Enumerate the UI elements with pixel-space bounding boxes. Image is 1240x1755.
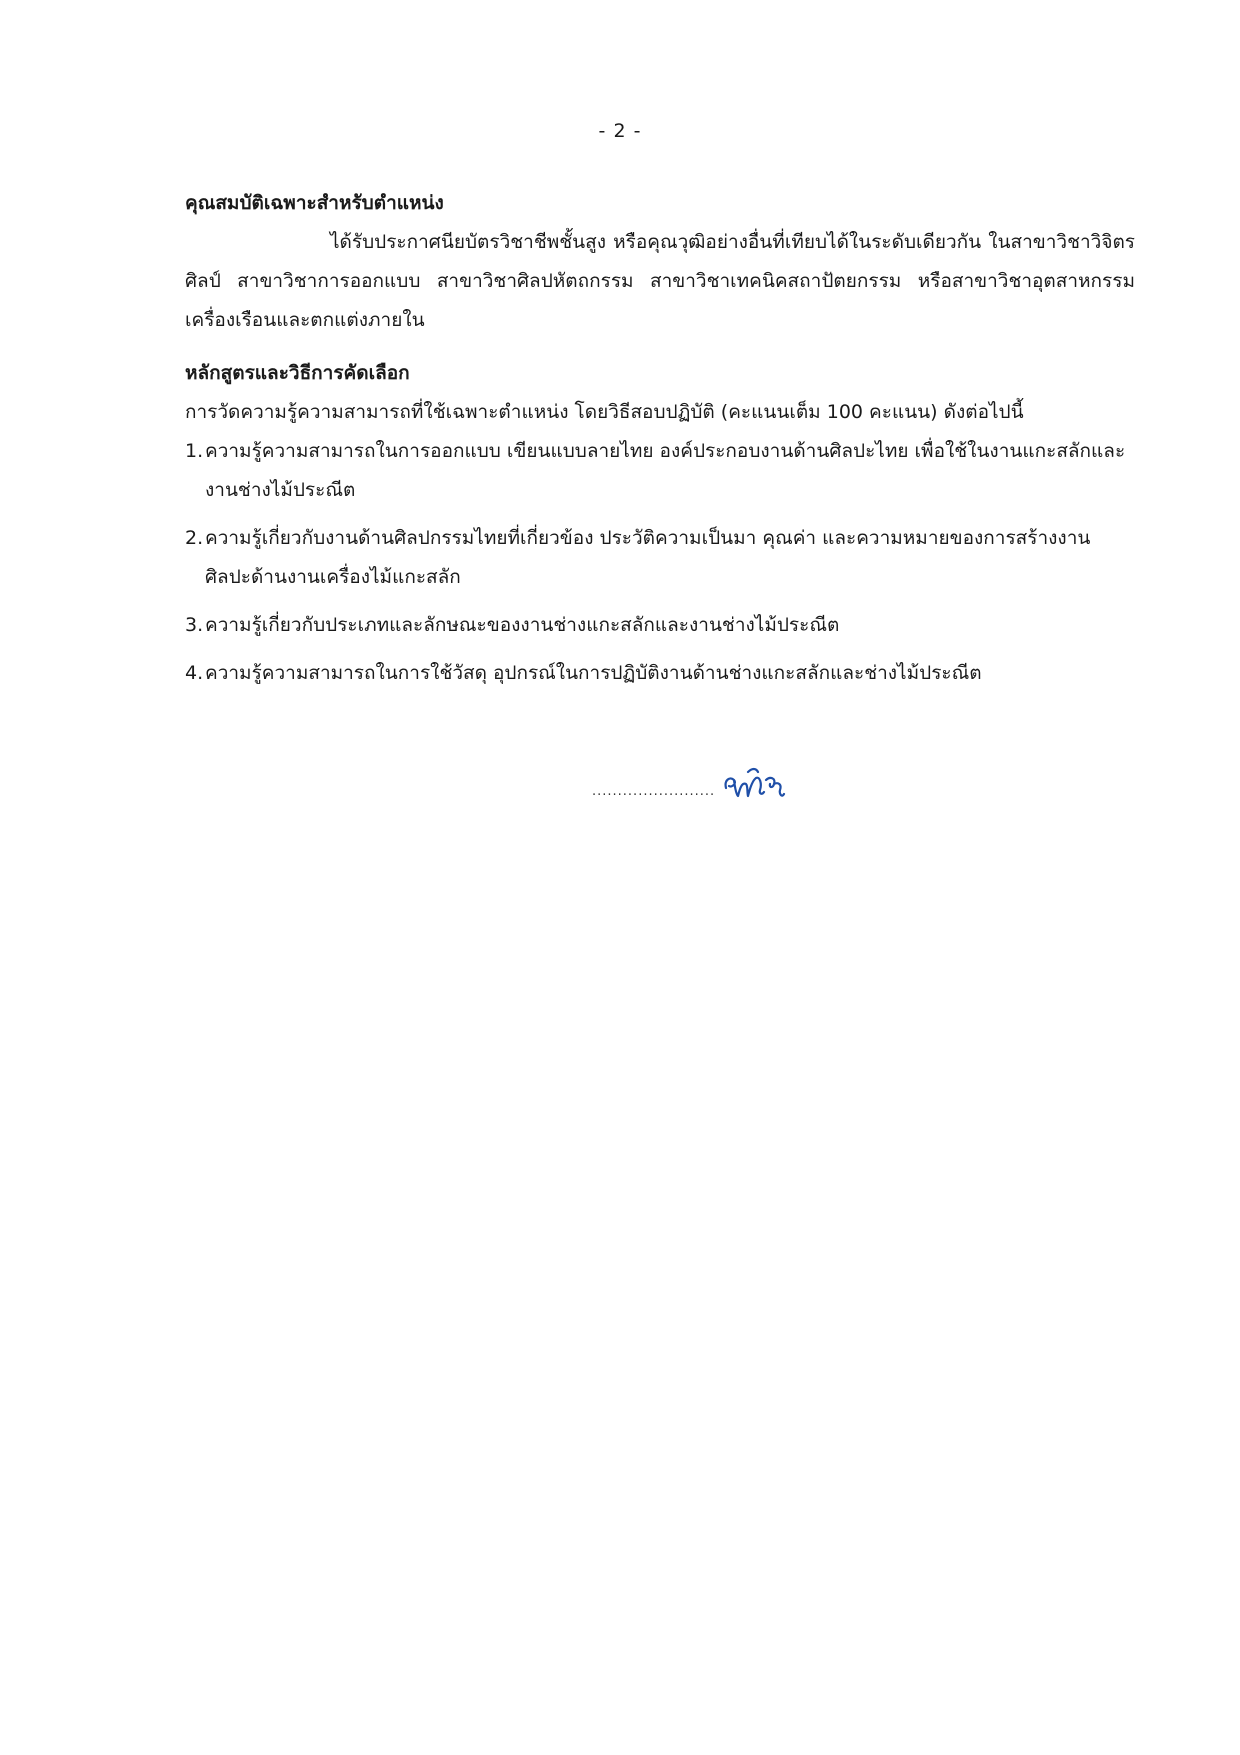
criteria-number: 3. (185, 614, 204, 636)
selection-intro: การวัดความรู้ความสามารถที่ใช้เฉพาะตำแหน่ง โดยวิธีสอบปฏิบัติ (คะแนนเต็ม 100 คะแนน) ดังต่อไปนี้ (185, 401, 1024, 423)
section-spacer (185, 340, 1135, 354)
criteria-text: ความรู้ความสามารถในการใช้วัสดุ อุปกรณ์ในการปฏิบัติงานด้านช่างแกะสลักและช่างไม้ประณีต (205, 662, 982, 684)
criteria-item (185, 432, 1135, 510)
criteria-text: ความรู้เกี่ยวกับประเภทและลักษณะของงานช่างแกะสลักและงานช่างไม้ประณีต (205, 614, 840, 636)
qualifications-text: ได้รับประกาศนียบัตรวิชาชีพชั้นสูง หรือคุณวุฒิอย่างอื่นที่เทียบได้ในระดับเดียวกัน ในสาขาวิชาวิจิตรศิลป์ สาขาวิชาการออกแบบ สาขาวิชาศิลปหัตถกรรม สาขาวิชาเทคนิคสถาปัตยกรรม หรือสาขาวิชาอุตสาหกรรมเครื่องเรือนและตกแต่งภายใน (185, 231, 1135, 331)
criteria-text: ความรู้ความสามารถในการออกแบบ เขียนแบบลายไทย องค์ประกอบงานด้านศิลปะไทย เพื่อใช้ในงานแกะสลักและงานช่างไม้ประณีต (205, 440, 1126, 501)
signature-dotted-line: ........................ (592, 784, 716, 799)
criteria-number: 2. (185, 527, 204, 549)
criteria-item (185, 654, 1135, 693)
criteria-number: 4. (185, 662, 204, 684)
qualifications-heading: คุณสมบัติเฉพาะสำหรับตำแหน่ง (185, 192, 444, 214)
criteria-number: 1. (185, 440, 204, 462)
page-number: - 2 - (598, 120, 642, 142)
selection-criteria-list (185, 432, 1135, 693)
criteria-item (185, 606, 1135, 645)
criteria-item (185, 519, 1135, 597)
signature-block (592, 758, 792, 808)
selection-heading: หลักสูตรและวิธีการคัดเลือก (185, 362, 410, 384)
criteria-text: ความรู้เกี่ยวกับงานด้านศิลปกรรมไทยที่เกี่ยวข้อง ประวัติความเป็นมา คุณค่า และความหมายของการสร้างงานศิลปะด้านงานเครื่องไม้แกะสลัก (205, 527, 1091, 588)
handwritten-signature (720, 758, 792, 802)
document-body (185, 184, 1135, 702)
